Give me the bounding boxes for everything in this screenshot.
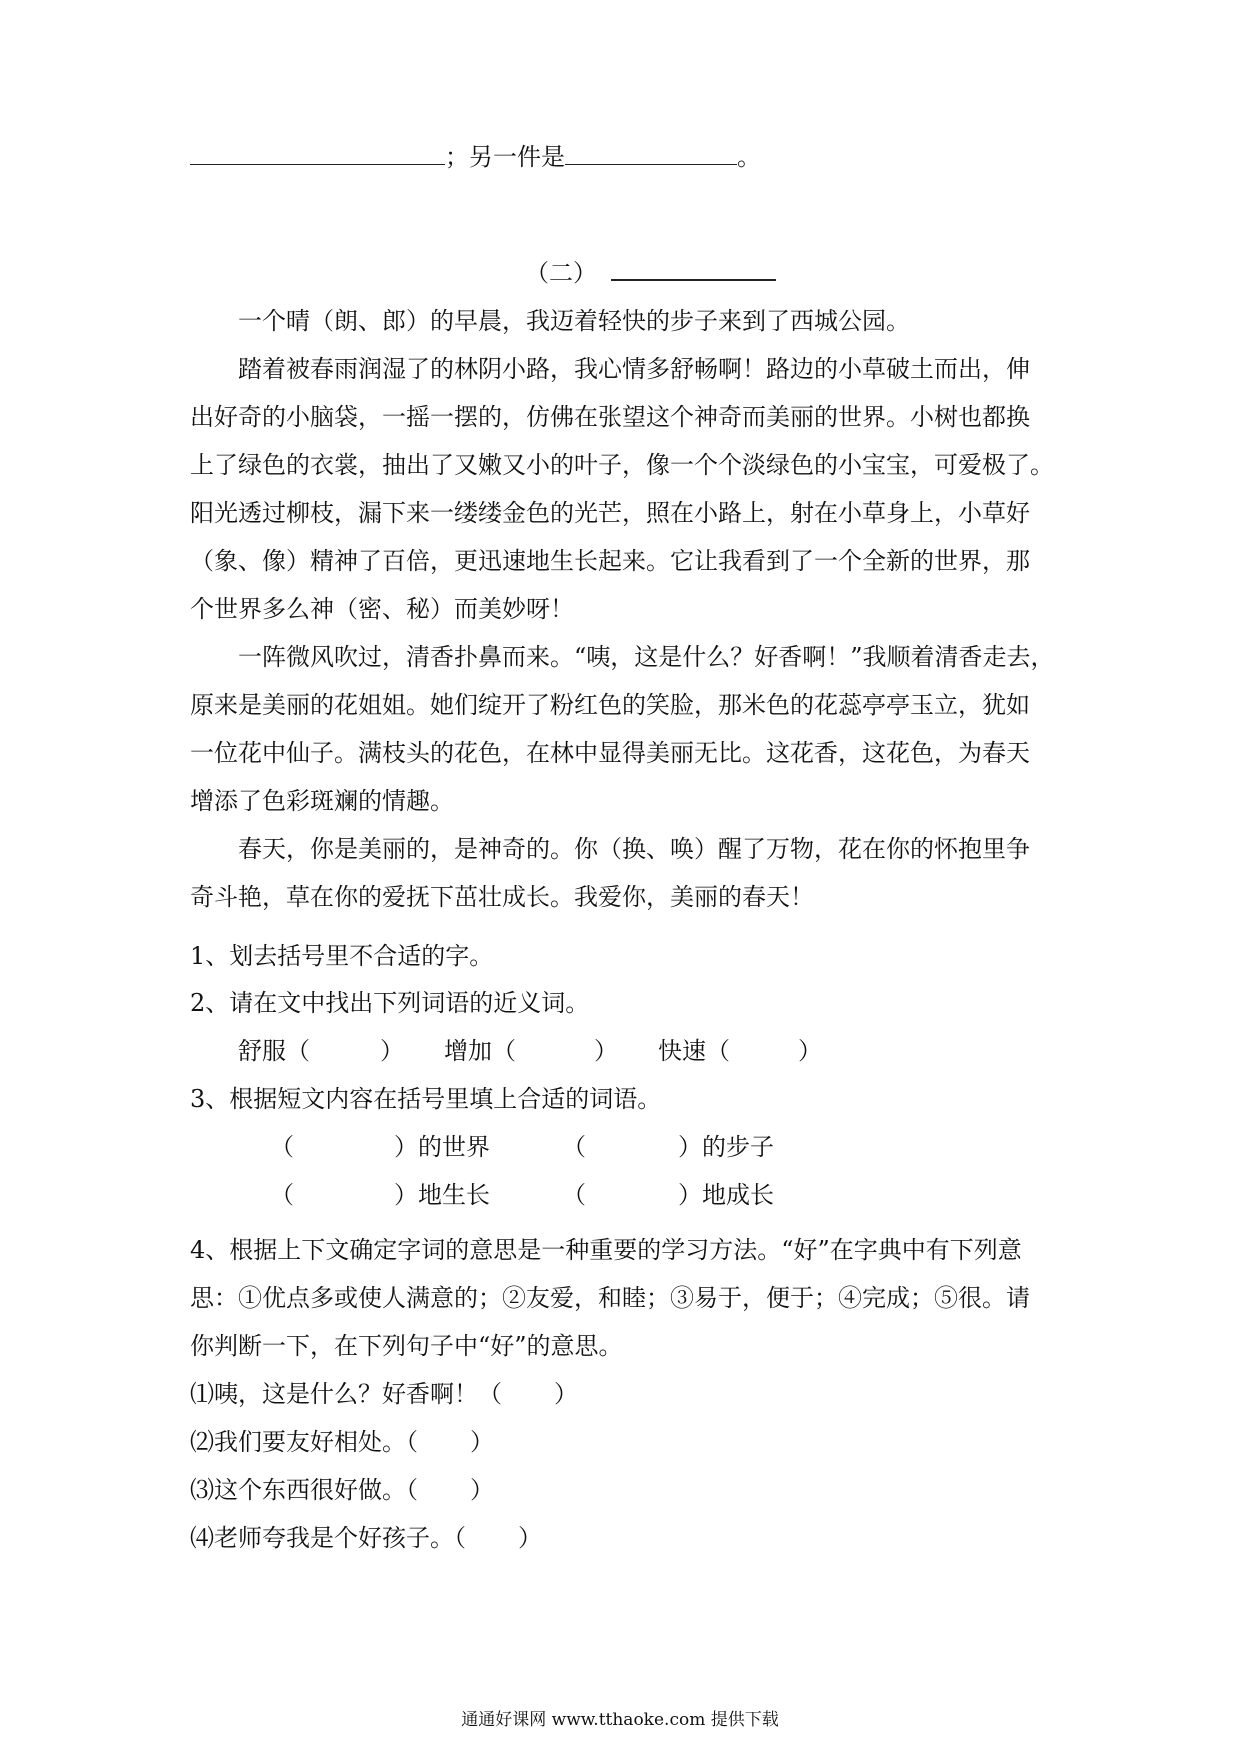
sub-text: ⑴咦，这是什么？好香啊！（ [190, 1380, 502, 1408]
fill-phrase: ）的步子 [678, 1133, 774, 1161]
text-segment: ；另一件是 [445, 143, 565, 171]
question-1: 1、划去括号里不合适的字。 [190, 942, 494, 970]
passage-line: 一个晴（朗、郎）的早晨，我迈着轻快的步子来到了西城公园。 [238, 307, 910, 335]
question-2-items [238, 1035, 1108, 1067]
close-paren: ） [554, 1380, 578, 1408]
answer-blank[interactable] [565, 142, 737, 165]
answer-blank[interactable] [190, 142, 445, 165]
top-fill-line [190, 141, 1060, 173]
sub-text: ⑶这个东西很好做。（ [190, 1476, 418, 1504]
passage-line: 一位花中仙子。满枝头的花色，在林中显得美丽无比。这花香，这花色，为春天 [190, 739, 1030, 767]
page-footer: 通通好课网 www.tthaoke.com 提供下载 [461, 1710, 779, 1730]
section-label: （二） [525, 259, 597, 287]
passage-line: 一阵微风吹过，清香扑鼻而来。“咦，这是什么？好香啊！”我顺着清香走去， [238, 643, 1055, 671]
fill-phrase: ）地成长 [678, 1181, 774, 1209]
question-4-stem: 4、根据上下文确定字词的意思是一种重要的学习方法。“好”在字典中有下列意 [190, 1236, 1022, 1264]
passage-line: 出好奇的小脑袋，一摇一摆的，仿佛在张望这个神奇而美丽的世界。小树也都换 [190, 403, 1030, 431]
title-blank[interactable] [611, 257, 776, 281]
item-label: 增加（ [444, 1037, 516, 1065]
passage-line: 个世界多么神（密、秘）而美妙呀！ [190, 595, 574, 623]
passage-line: 春天，你是美丽的，是神奇的。你（换、唤）醒了万物，花在你的怀抱里争 [238, 835, 1030, 863]
close-paren: ） [470, 1428, 494, 1456]
item-close: ） [798, 1037, 822, 1065]
passage-line: （象、像）精神了百倍，更迅速地生长起来。它让我看到了一个全新的世界，那 [190, 547, 1030, 575]
question-4-sub-1 [190, 1378, 1060, 1410]
fill-phrase: ）的世界 [394, 1133, 490, 1161]
open-paren: （ [270, 1133, 294, 1161]
passage-line: 踏着被春雨润湿了的林阴小路，我心情多舒畅啊！路边的小草破土而出，伸 [238, 355, 1030, 383]
item-close: ） [380, 1037, 404, 1065]
question-4-stem: 你判断一下，在下列句子中“好”的意思。 [190, 1332, 623, 1360]
passage-line: 原来是美丽的花姐姐。她们绽开了粉红色的笑脸，那米色的花蕊亭亭玉立，犹如 [190, 691, 1030, 719]
sub-text: ⑷老师夸我是个好孩子。（ [190, 1524, 466, 1552]
question-4-stem: 思：①优点多或使人满意的；②友爱，和睦；③易于，便于；④完成；⑤很。请 [190, 1284, 1030, 1312]
item-label: 舒服（ [238, 1037, 310, 1065]
passage-line: 上了绿色的衣裳，抽出了又嫩又小的叶子，像一个个淡绿色的小宝宝，可爱极了。 [190, 451, 1054, 479]
question-4-sub-2 [190, 1426, 1060, 1458]
question-3-stem: 3、根据短文内容在括号里填上合适的词语。 [190, 1085, 662, 1113]
sub-text: ⑵我们要友好相处。（ [190, 1428, 418, 1456]
fill-phrase: ）地生长 [394, 1181, 490, 1209]
open-paren: （ [562, 1133, 586, 1161]
open-paren: （ [562, 1181, 586, 1209]
close-paren: ） [470, 1476, 494, 1504]
question-3-row [270, 1131, 1140, 1163]
section-title [525, 257, 776, 289]
passage-line: 增添了色彩斑斓的情趣。 [190, 787, 454, 815]
item-label: 快速（ [658, 1037, 730, 1065]
item-close: ） [594, 1037, 618, 1065]
question-4-sub-4 [190, 1522, 1060, 1554]
question-3-row [270, 1179, 1140, 1211]
passage-line: 奇斗艳，草在你的爱抚下茁壮成长。我爱你，美丽的春天！ [190, 883, 814, 911]
question-2-stem: 2、请在文中找出下列词语的近义词。 [190, 989, 590, 1017]
passage-line: 阳光透过柳枝，漏下来一缕缕金色的光芒，照在小路上，射在小草身上，小草好 [190, 499, 1030, 527]
close-paren: ） [518, 1524, 542, 1552]
open-paren: （ [270, 1181, 294, 1209]
text-segment: 。 [737, 143, 761, 171]
question-4-sub-3 [190, 1474, 1060, 1506]
